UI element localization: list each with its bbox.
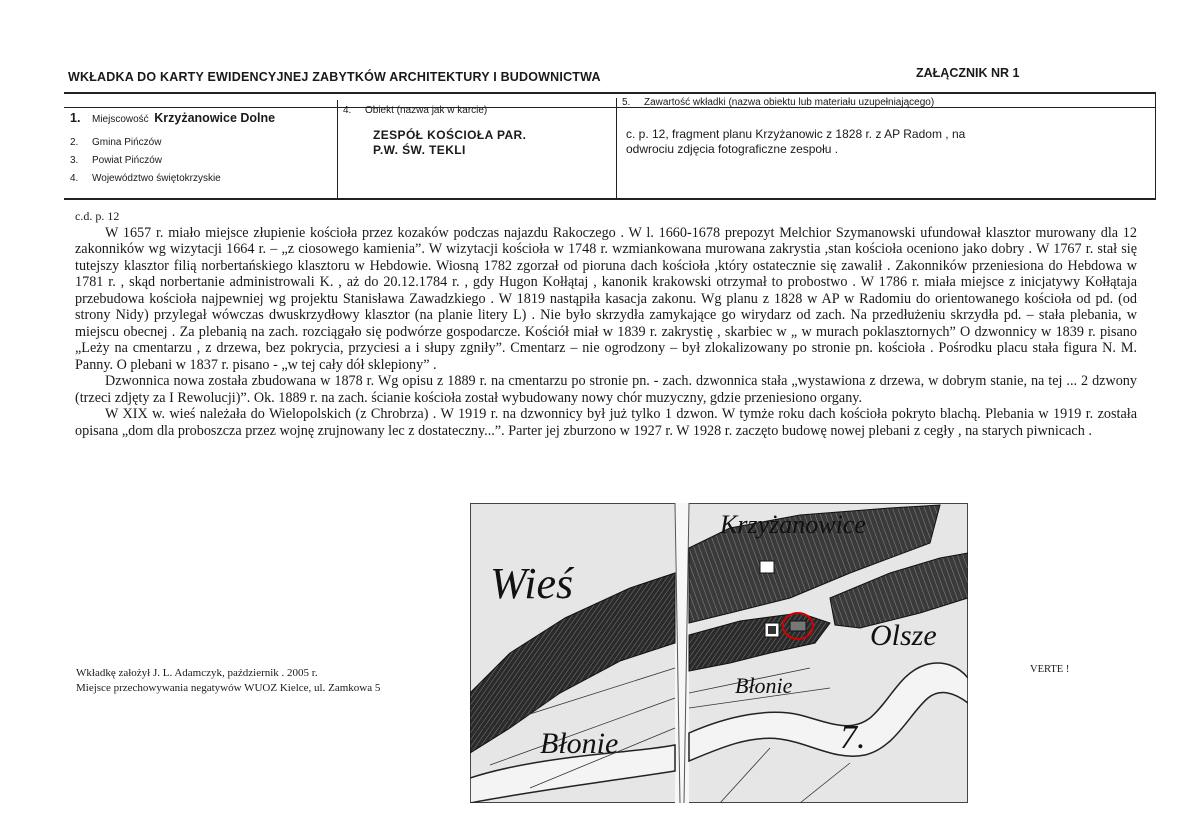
- location-item-num: 4.: [70, 173, 79, 184]
- card-title: WKŁADKA DO KARTY EWIDENCYJNEJ ZABYTKÓW ARCHITEKTURY I BUDOWNICTWA: [68, 70, 601, 84]
- column-divider-2: [616, 98, 617, 198]
- content-line-1: c. p. 12, fragment planu Krzyżanowic z 1828 r. z AP Radom , na: [626, 127, 966, 141]
- map-label-village: Wieś: [490, 559, 574, 608]
- location-item-3: [70, 155, 162, 166]
- history-paragraph-2: Dzwonnica nowa została zbudowana w 1878 r. Wg opisu z 1889 r. na cmentarzu po stronie pn. - zach. dzwonnica stała „wystawiona z drzewa, w dobrym stanie, na tej ... 2 dzwony (trzeci zdjęty za I Rewolucji)”. Ok. 1889 r. na zach. ścianie kościoła został wybudowany nowy chór muzyczny, gdzie przeniesiono organy.: [75, 373, 1137, 406]
- history-paragraph-3: W XIX w. wieś należała do Wielopolskich (z Chrobrza) . W 1919 r. na dzwonnicy był już tylko 1 dzwon. W tymże roku dach kościoła pokryto blachą. Plebania w 1919 r. została opisana „dom dla proboszcza przez wojnę zrujnowany lec z dostateczny...”. Parter jej zburzono w 1927 r. W 1928 r. zaczęto budowę nowej plebani z cegły , na starych piwnicach .: [75, 406, 1137, 439]
- location-item-num: 2.: [70, 137, 79, 148]
- object-name-line-1: ZESPÓŁ KOŚCIOŁA PAR.: [373, 128, 527, 142]
- location-item-2: [70, 137, 161, 148]
- continuation-note: c.d. p. 12: [75, 209, 120, 223]
- history-paragraph-1: W 1657 r. miało miejsce złupienie kościoła przez kozaków podczas najazdu Rakoczego . W l. 1660-1678 prepozyt Melchior Szymanowski ufundował klasztor murowany dla 12 zakonników wg wizytacji 1664 r. – „z ciosowego kamienia”. W wizytacji kościoła w 1748 r. wzmiankowana murowana zakrystia ,stan kościoła oceniono jako dobry . W 1767 r. stał się tutejszy klasztor filią norbertańskiego klasztoru w Hebdowie. Wiosną 1782 zgorzał od pioruna dach kościoła ,który ostatecznie się zawalił . Zakonników przeniesiona do Hebdowa w 1781 r. , skąd norbertanie administrowali K. , aż do 20.12.1784 r. , gdy Hugon Kołłątaj , kanonik krakowski otrzymał to probostwo . W 1786 r. miała miejsce z inicjatywy Kołłątaja przebudowa kościoła najpewniej wg projektu Stanisława Zawadzkiego . W 1819 nastąpiła kasacja zakonu. Wg planu z 1828 w AP w Radomiu do orientowanego kościoła od pd. (od strony Nidy) przylegał wówczas dwuskrzydłowy klasztor (na planie litery L) . Nie było skrzydła zamykające go wirydarz od zach. Na przedłużeniu skrzydła pd. – stała plebania, w miejscu obecnej . Za plebanią na zach. rozciągało się podwórze gospodarcze. Kościół miał w 1839 r. zakrystię , skarbiec w „ w murach poklasztornych” O dzwonnicy w 1839 r. pisano „Leży na cmentarzu , z drzewa, bez pokrycia, przyciesi a i słupy zgniły”. Cmentarz – nie ogrodzony – był zlokalizowany po stronie pn. kościoła . Pośrodku placu stała figura N. M. Panny. O plebani w 1837 r. pisano - „w tej cały dół sklepiony” .: [75, 224, 1137, 373]
- content-num: 5.: [622, 97, 631, 108]
- map-label-blonie-left: Błonie: [540, 727, 619, 760]
- history-text: [75, 208, 1137, 439]
- table-top-rule: [64, 92, 1156, 94]
- content-line-2: odwrociu zdjęcia fotograficzne zespołu .: [626, 142, 839, 156]
- table-header-rule: [64, 107, 1156, 108]
- location-item-1: [70, 111, 275, 125]
- content-header: [622, 97, 934, 108]
- location-item-label: Powiat Pińczów: [92, 155, 163, 166]
- map-label-town: Krzyżanowice: [720, 510, 866, 539]
- object-name: [373, 128, 526, 158]
- object-num: 4.: [343, 105, 352, 116]
- village-plan-map: [470, 503, 968, 803]
- location-item-label: Województwo świętokrzyskie: [92, 173, 221, 184]
- annex-number: ZAŁĄCZNIK NR 1: [916, 66, 1020, 80]
- map-label-blonie-right: Błonie: [735, 673, 793, 698]
- content-description: [626, 127, 1076, 157]
- map-label-olsze: Olsze: [870, 619, 937, 652]
- object-header: [343, 105, 487, 116]
- column-divider-1: [337, 100, 338, 198]
- location-item-4: [70, 173, 221, 184]
- object-label: Obiekt (nazwa jak w karcie): [365, 105, 488, 116]
- map-label-seven: 7.: [840, 719, 866, 756]
- location-town-value: Krzyżanowice Dolne: [154, 111, 276, 125]
- location-item-label: Miejscowość: [92, 114, 149, 125]
- table-right-rule: [1155, 92, 1156, 199]
- object-name-line-2: P.W. ŚW. TEKLI: [373, 143, 466, 157]
- negatives-location-note: Miejsce przechowywania negatywów WUOZ Kielce, ul. Zamkowa 5: [76, 682, 381, 694]
- table-bottom-rule: [64, 198, 1156, 200]
- map-sheet-seam: [675, 503, 689, 803]
- author-note: Wkładkę założył J. L. Adamczyk, październik . 2005 r.: [76, 667, 318, 679]
- location-item-label: Gmina Pińczów: [92, 137, 162, 148]
- location-item-num: 3.: [70, 155, 79, 166]
- verte-note: VERTE !: [1030, 664, 1070, 675]
- location-item-num: 1.: [70, 111, 81, 125]
- content-label: Zawartość wkładki (nazwa obiektu lub materiału uzupełniającego): [644, 97, 935, 108]
